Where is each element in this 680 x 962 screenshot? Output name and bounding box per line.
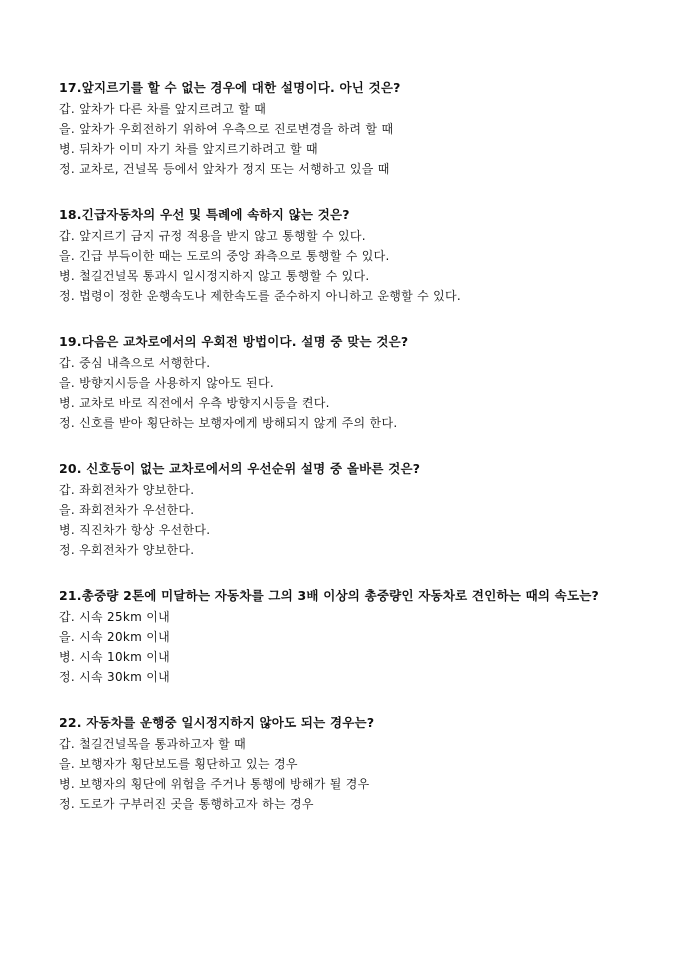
option-eul: 을. 앞차가 우회전하기 위하여 우측으로 진로변경을 하려 할 때 xyxy=(59,122,394,136)
option-gap: 갑. 철길건널목을 통과하고자 할 때 xyxy=(59,737,247,751)
option-jeong: 정. 신호를 받아 횡단하는 보행자에게 방해되지 않게 주의 한다. xyxy=(59,416,398,430)
document-page xyxy=(59,78,629,840)
option-gap: 갑. 시속 25km 이내 xyxy=(59,610,171,624)
option-byeong: 병. 철길건널목 통과시 일시정지하지 않고 통행할 수 있다. xyxy=(59,269,370,283)
option-jeong: 정. 법령이 정한 운행속도나 제한속도를 준수하지 아니하고 운행할 수 있다. xyxy=(59,289,462,303)
option-eul: 을. 방향지시등을 사용하지 않아도 된다. xyxy=(59,376,274,390)
question-title: 18.긴급자동차의 우선 및 특례에 속하지 않는 것은? xyxy=(59,207,350,222)
option-jeong: 정. 우회전차가 양보한다. xyxy=(59,543,195,557)
question-title: 20. 신호등이 없는 교차로에서의 우선순위 설명 중 올바른 것은? xyxy=(59,461,421,476)
question-18 xyxy=(59,205,629,306)
option-eul: 을. 보행자가 횡단보도를 횡단하고 있는 경우 xyxy=(59,757,298,771)
option-jeong: 정. 교차로, 건널목 등에서 앞차가 정지 또는 서행하고 있을 때 xyxy=(59,162,390,176)
option-byeong: 병. 교차로 바로 직전에서 우측 방향지시등을 켠다. xyxy=(59,396,330,410)
question-title: 22. 자동차를 운행중 일시정지하지 않아도 되는 경우는? xyxy=(59,715,375,730)
option-eul: 을. 시속 20km 이내 xyxy=(59,630,171,644)
option-eul: 을. 긴급 부득이한 때는 도로의 중앙 좌측으로 통행할 수 있다. xyxy=(59,249,390,263)
question-22 xyxy=(59,713,629,814)
option-jeong: 정. 도로가 구부러진 곳을 통행하고자 하는 경우 xyxy=(59,797,314,811)
question-20 xyxy=(59,459,629,560)
option-jeong: 정. 시속 30km 이내 xyxy=(59,670,171,684)
option-byeong: 병. 보행자의 횡단에 위험을 주거나 통행에 방해가 될 경우 xyxy=(59,777,370,791)
option-gap: 갑. 앞차가 다른 차를 앞지르려고 할 때 xyxy=(59,102,267,116)
option-gap: 갑. 앞지르기 금지 규정 적용을 받지 않고 통행할 수 있다. xyxy=(59,229,366,243)
option-byeong: 병. 시속 10km 이내 xyxy=(59,650,171,664)
option-byeong: 병. 직진차가 항상 우선한다. xyxy=(59,523,211,537)
question-17 xyxy=(59,78,629,179)
question-19 xyxy=(59,332,629,433)
question-title: 17.앞지르기를 할 수 없는 경우에 대한 설명이다. 아닌 것은? xyxy=(59,80,401,95)
option-byeong: 병. 뒤차가 이미 자기 차를 앞지르기하려고 할 때 xyxy=(59,142,318,156)
question-title: 21.총중량 2톤에 미달하는 자동차를 그의 3배 이상의 총중량인 자동차로 견인하는 때의 속도는? xyxy=(59,588,599,603)
option-eul: 을. 좌회전차가 우선한다. xyxy=(59,503,195,517)
question-21 xyxy=(59,586,629,687)
question-title: 19.다음은 교차로에서의 우회전 방법이다. 설명 중 맞는 것은? xyxy=(59,334,409,349)
option-gap: 갑. 좌회전차가 양보한다. xyxy=(59,483,195,497)
option-gap: 갑. 중심 내측으로 서행한다. xyxy=(59,356,211,370)
